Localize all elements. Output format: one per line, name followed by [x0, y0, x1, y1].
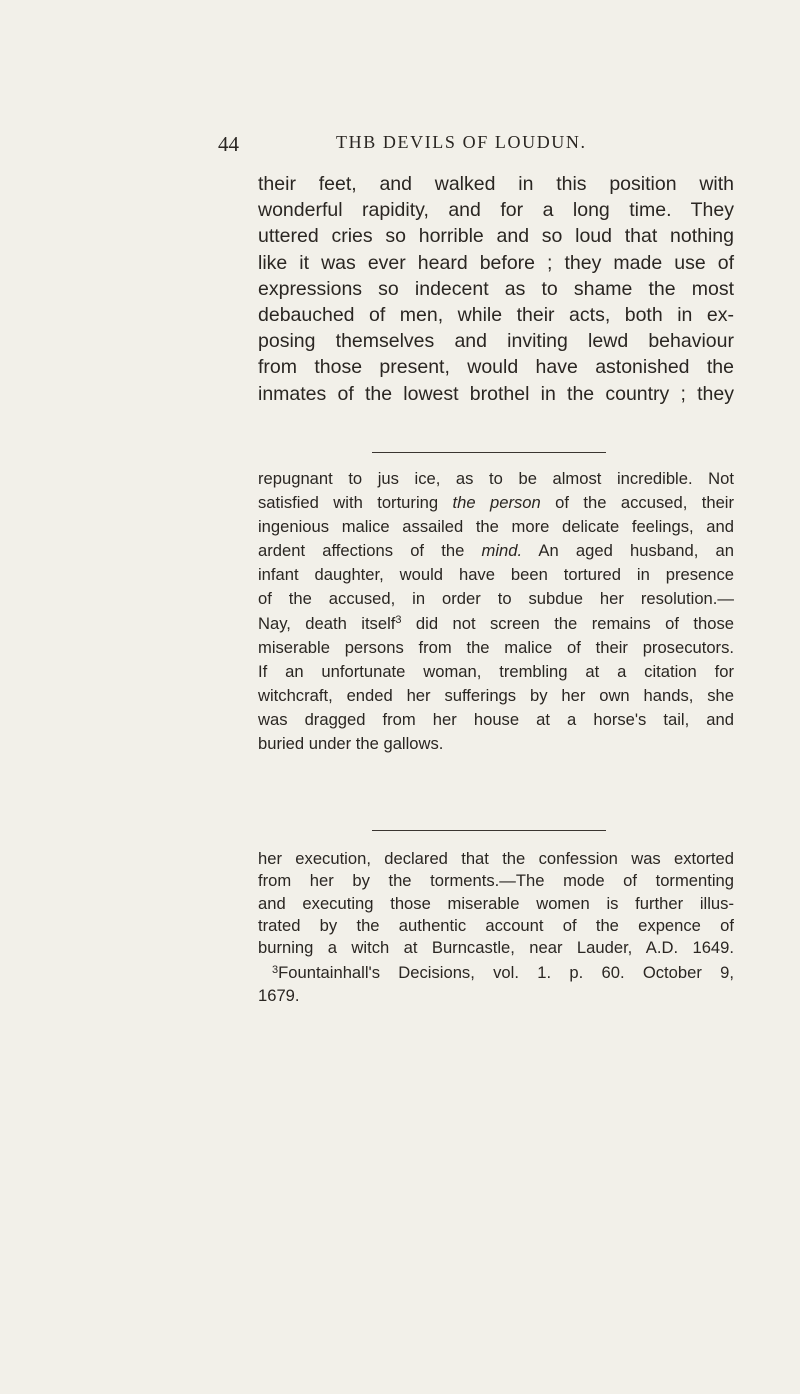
italic-text: mind.	[481, 541, 523, 561]
footnote-line: Nay, death itself$^3$ did not screen the remains of those	[258, 613, 734, 633]
footnote-number: 3	[272, 964, 279, 977]
footnote-reference: 3	[395, 613, 402, 626]
main-line: inmates of the lowest brothel in the country ; they	[258, 382, 734, 405]
main-line: debauched of men, while their acts, both in ex-	[258, 304, 734, 327]
page-header	[218, 132, 638, 162]
main-line: posing themselves and inviting lewd behaviour	[258, 330, 734, 353]
footnote-3	[258, 959, 734, 984]
page-number: 44	[218, 132, 239, 156]
footnote-line: trated by the authentic account of the expence of	[258, 915, 734, 935]
footnote-divider	[372, 452, 606, 453]
footnote-line: was dragged from her house at a horse's tail, and	[258, 709, 734, 729]
main-line: like it was ever heard before ; they made use of	[258, 251, 734, 274]
footnote-line: repugnant to jus ice, as to be almost incredible. Not	[258, 469, 734, 488]
footnote-line: ingenious malice assailed the more delicate feelings, and	[258, 517, 734, 537]
footnote-line: burning a witch at Burncastle, near Lauder, A.D. 1649.	[258, 938, 734, 958]
footnote-line: of the accused, in order to subdue her resolution.—	[258, 589, 734, 609]
footnote-line: and executing those miserable women is further illus-	[258, 893, 734, 913]
footnote-line: satisfied with torturing the person of the accused, their	[258, 493, 735, 513]
footnote-continuation-1	[258, 467, 734, 756]
main-line: their feet, and walked in this position with	[258, 173, 734, 195]
footnote-line: If an unfortunate woman, trembling at a citation for	[258, 661, 734, 681]
footnote-line: her execution, declared that the confession was extorted	[258, 849, 734, 868]
main-line: wonderful rapidity, and for a long time. They	[258, 199, 734, 222]
main-line: expressions so indecent as to shame the most	[258, 277, 734, 300]
main-text	[258, 171, 734, 407]
main-line: uttered cries so horrible and so loud that nothing	[258, 225, 734, 248]
footnote-line: infant daughter, would have been tortured in presence	[258, 565, 734, 585]
footnote-line: buried under the gallows.	[258, 734, 444, 754]
footnote-text: Fountainhall's Decisions, vol. 1. p. 60. October 9,	[278, 963, 734, 983]
footnote-line: from her by the torments.—The mode of tormenting	[258, 871, 734, 891]
running-head: THB DEVILS OF LOUDUN.	[336, 132, 587, 152]
footnote-line: witchcraft, ended her sufferings by her own hands, she	[258, 685, 734, 705]
footnote-line: miserable persons from the malice of their prosecutors.	[258, 637, 734, 657]
footnote-line: 1679.	[258, 985, 300, 1005]
italic-text: the person	[452, 493, 541, 513]
footnote-divider	[372, 830, 606, 831]
footnote-line: ardent affections of the mind. An aged husband, an	[258, 541, 734, 561]
main-line: from those present, would have astonished the	[258, 356, 734, 379]
footnote-continuation-2	[258, 848, 734, 1007]
